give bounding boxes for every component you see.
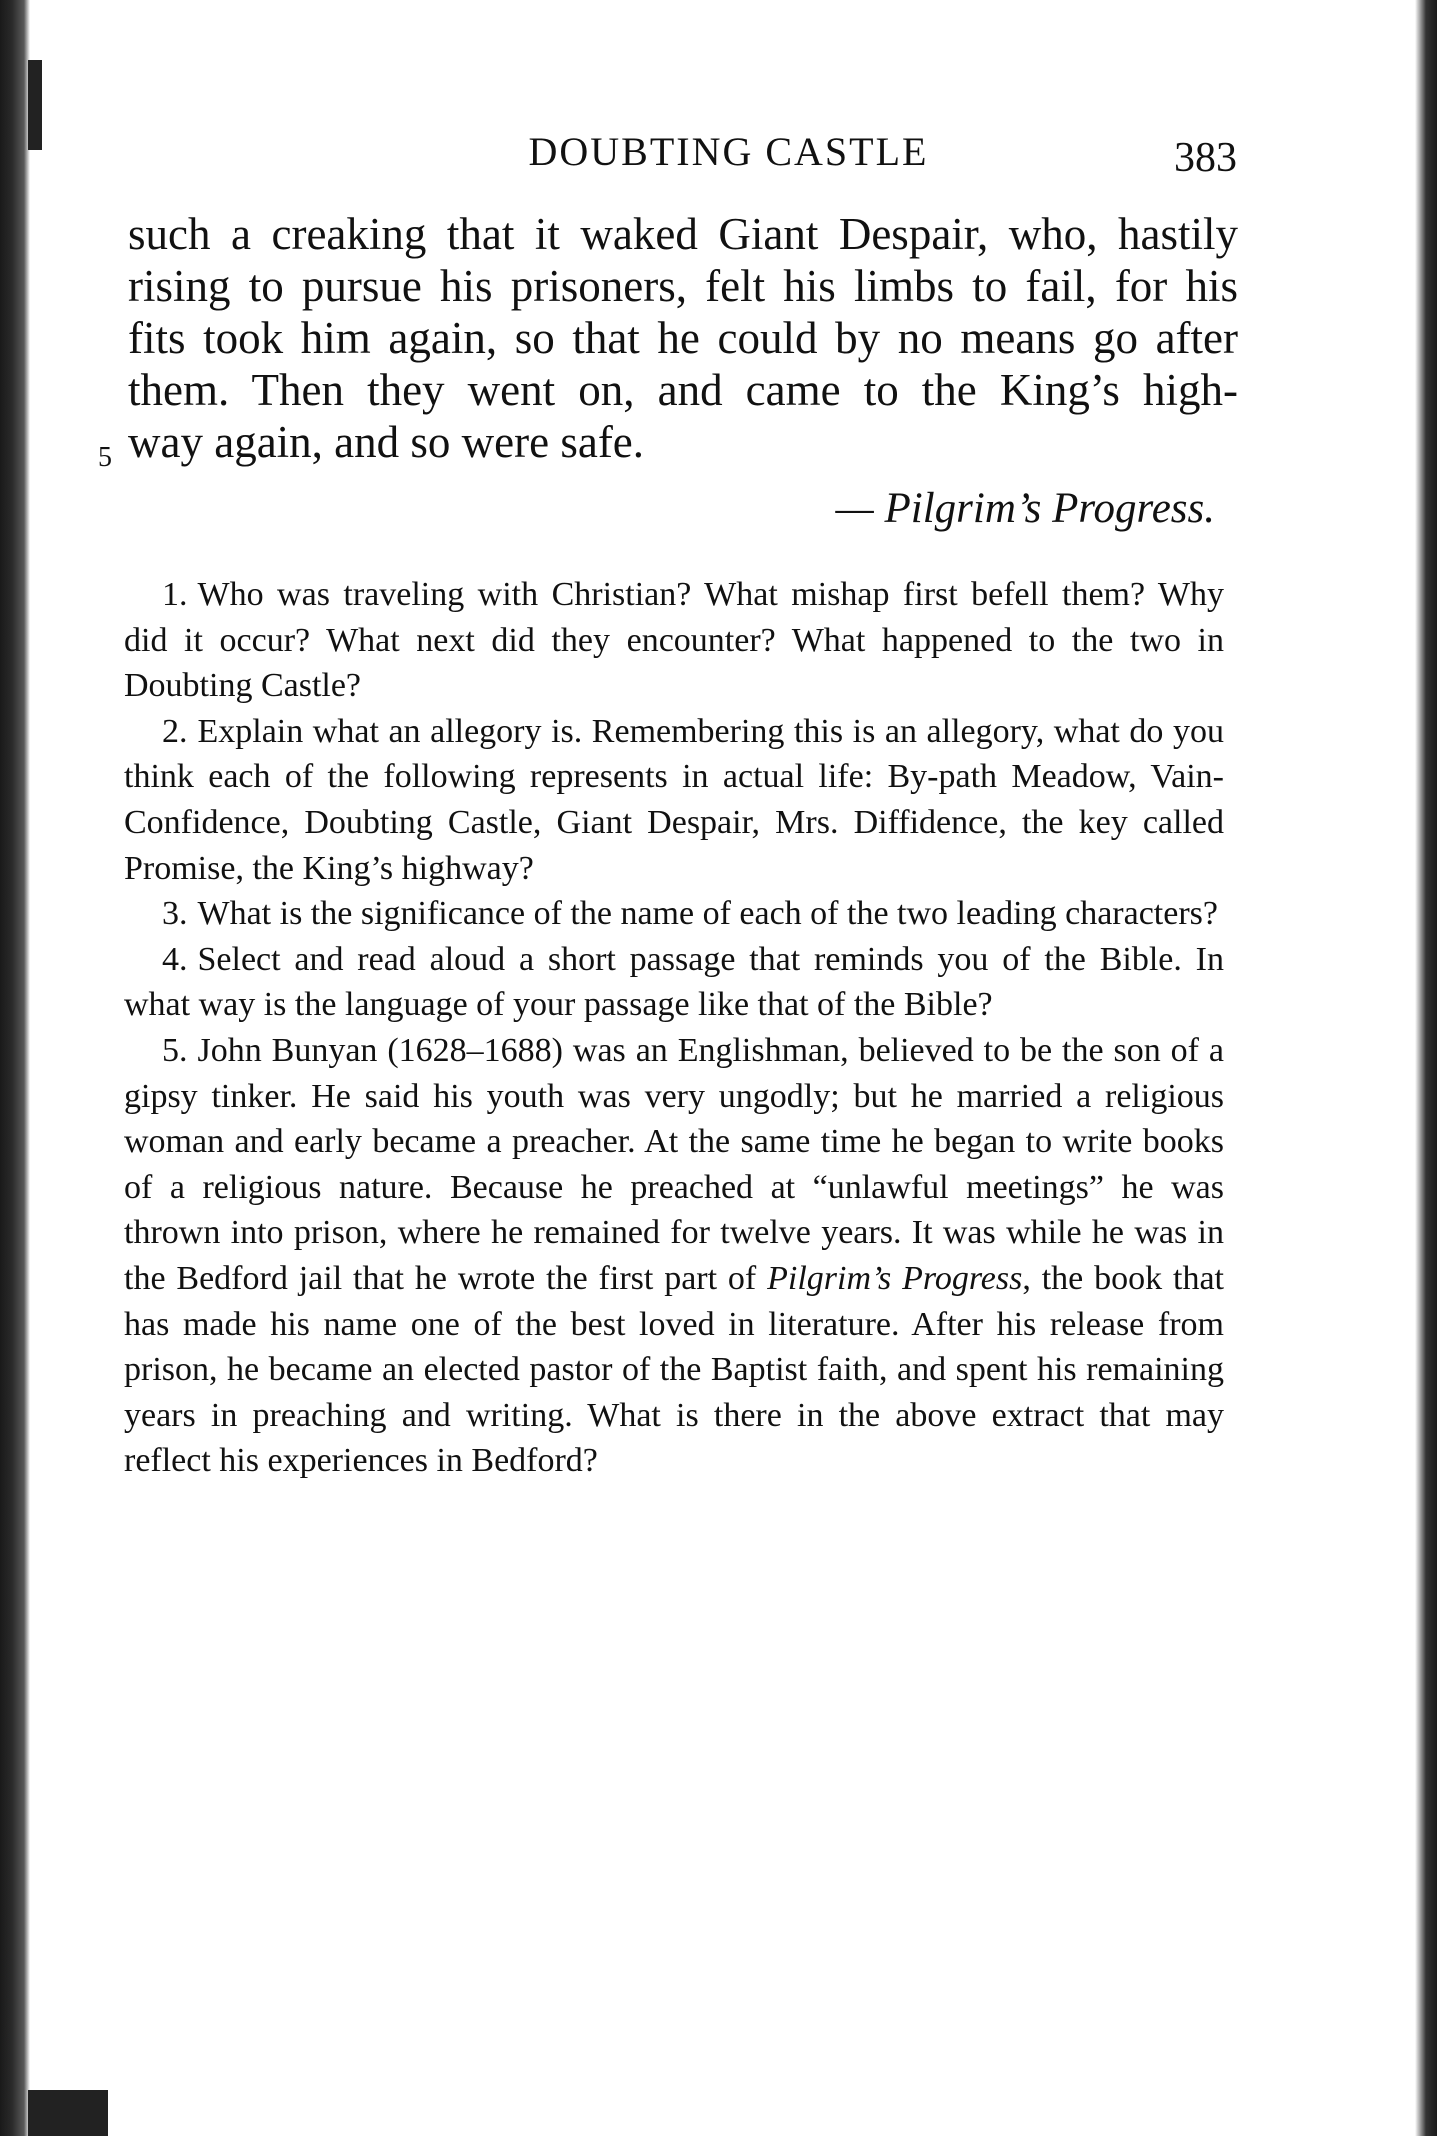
question-item	[124, 891, 1224, 937]
line-number-marker: 5	[98, 442, 112, 473]
question-item	[124, 709, 1224, 891]
question-text: Explain what an allegory is. Remembering this is an allegory, what do you think each of the following represents in actual life: By-path Meadow, Vain-Confidence, Doubting Castle, Giant Despair, Mrs. Diffidence, the key called Promise, the King’s highway?	[124, 712, 1224, 887]
question-number: 3.	[162, 895, 188, 933]
scan-mark	[28, 2090, 108, 2136]
book-title: Pilgrim’s Progress	[767, 1259, 1023, 1297]
question-text: John Bunyan (1628–1688) was an Englishman, believed to be the son of a gipsy tinker. He said his youth was very ungodly; but he married a religious woman and early became a preacher. At the same time he began to write books of a religious nature. Because he preached at “unlawful meetings” he was thrown into prison, where he remained for twelve years. It was while he was in the Bedford jail that he wrote the first part of	[124, 1031, 1224, 1297]
passage-line: way again, and so were safe.	[128, 417, 645, 467]
passage	[128, 208, 1238, 468]
question-number: 5.	[162, 1031, 188, 1069]
question-text: What is the significance of the name of each of the two leading characters?	[197, 895, 1218, 933]
passage-line: fits took him again, so that he could by no means go after	[128, 313, 1238, 363]
question-item	[124, 937, 1224, 1028]
question-number: 2.	[162, 712, 188, 750]
question-text: Select and read aloud a short passage that reminds you of the Bible. In what way is the language of your passage like that of the Bible?	[124, 940, 1224, 1024]
question-item	[124, 1028, 1224, 1484]
running-head	[0, 128, 1437, 188]
passage-line: such a creaking that it waked Giant Despair, who, hastily	[128, 209, 1238, 259]
page-number: 383	[1174, 135, 1237, 181]
question-text: Who was traveling with Christian? What mishap first befell them? Why did it occur? What next did they encounter? What happened to the two in Doubting Castle?	[124, 576, 1224, 705]
passage-line: them. Then they went on, and came to the King’s high-	[128, 365, 1238, 415]
passage-line: rising to pursue his prisoners, felt his limbs to fail, for his	[128, 261, 1238, 311]
questions	[124, 572, 1224, 1484]
scan-edge-left	[0, 0, 30, 2136]
question-number: 1.	[162, 576, 188, 613]
scan-edge-right	[1415, 0, 1437, 2136]
running-title: DOUBTING CASTLE	[528, 129, 929, 174]
question-item	[124, 572, 1224, 709]
question-number: 4.	[162, 940, 188, 978]
question-text: , the book that has made his name one of the best loved in literature. After his release from prison, he became an elected pastor of the Baptist faith, and spent his remaining years in preaching and writing. What is there in the above extract that may reflect his experiences in Bedford?	[124, 1259, 1224, 1480]
attribution: — Pilgrim’s Progress.	[835, 485, 1215, 532]
